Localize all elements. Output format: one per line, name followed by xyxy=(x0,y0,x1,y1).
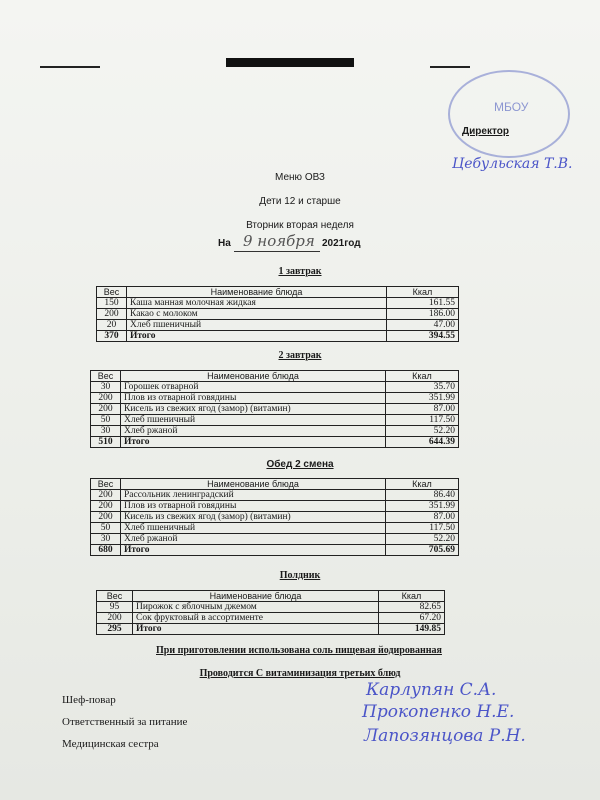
meal-title-lunch: Обед 2 смена xyxy=(266,459,334,470)
table-row xyxy=(97,320,459,331)
row-kcal: 67.20 xyxy=(379,613,445,624)
row-name: Плов из отварной говядины xyxy=(121,393,386,404)
table-row xyxy=(97,309,459,320)
row-weight: 20 xyxy=(97,320,127,331)
total-weight: 370 xyxy=(97,331,127,342)
date-year: 2021год xyxy=(322,238,361,249)
table-row xyxy=(91,382,459,393)
row-name: Хлеб ржаной xyxy=(121,426,386,437)
row-name: Кисель из свежих ягод (замор) (витамин) xyxy=(121,512,386,523)
table-total-row xyxy=(97,624,445,635)
row-name: Каша манная молочная жидкая xyxy=(127,298,387,309)
menu-day: Вторник вторая неделя xyxy=(246,220,354,231)
row-weight: 50 xyxy=(91,523,121,534)
total-label: Итого xyxy=(127,331,387,342)
row-weight: 200 xyxy=(91,393,121,404)
col-weight: Вес xyxy=(91,371,121,382)
col-name: Наименование блюда xyxy=(127,287,387,298)
row-weight: 200 xyxy=(91,501,121,512)
top-rule-right xyxy=(430,66,470,68)
total-label: Итого xyxy=(121,437,386,448)
table-header xyxy=(91,371,459,382)
table-row xyxy=(91,523,459,534)
menu-title: Меню ОВЗ xyxy=(275,172,325,183)
row-name: Хлеб ржаной xyxy=(121,534,386,545)
row-weight: 30 xyxy=(91,382,121,393)
row-name: Рассольник ленинградский xyxy=(121,490,386,501)
row-weight: 200 xyxy=(97,309,127,320)
table-header xyxy=(97,591,445,602)
table-row xyxy=(97,298,459,309)
director-label: Директор xyxy=(462,126,509,137)
meal-title-breakfast-1: 1 завтрак xyxy=(278,266,322,277)
row-kcal: 52.20 xyxy=(386,426,459,437)
date-underline xyxy=(234,251,320,252)
table-row xyxy=(91,534,459,545)
row-name: Какао с молоком xyxy=(127,309,387,320)
stamp-text: МБОУ xyxy=(494,100,529,114)
col-kcal: Ккал xyxy=(379,591,445,602)
row-kcal: 351.99 xyxy=(386,501,459,512)
official-stamp xyxy=(448,70,570,158)
meal-table-breakfast-1 xyxy=(96,286,459,342)
row-kcal: 35.70 xyxy=(386,382,459,393)
col-weight: Вес xyxy=(97,591,133,602)
footer-label-nurse: Медицинская сестра xyxy=(62,738,159,750)
top-rule-left xyxy=(40,66,100,68)
col-name: Наименование блюда xyxy=(133,591,379,602)
row-name: Плов из отварной говядины xyxy=(121,501,386,512)
col-kcal: Ккал xyxy=(386,479,459,490)
table-row xyxy=(91,415,459,426)
menu-subtitle: Дети 12 и старше xyxy=(259,196,341,207)
table-row xyxy=(91,426,459,437)
date-handwritten: 9 ноября xyxy=(243,232,315,250)
row-name: Хлеб пшеничный xyxy=(121,415,386,426)
table-row xyxy=(91,490,459,501)
row-kcal: 87.00 xyxy=(386,512,459,523)
total-kcal: 705.69 xyxy=(386,545,459,556)
row-weight: 200 xyxy=(91,512,121,523)
redacted-bar xyxy=(226,58,354,67)
col-name: Наименование блюда xyxy=(121,479,386,490)
row-weight: 30 xyxy=(91,534,121,545)
note-salt: При приготовлении использована соль пищевая йодированная xyxy=(156,645,442,656)
footer-signature-nurse: Лапозянцова Р.Н. xyxy=(364,726,526,746)
row-weight: 95 xyxy=(97,602,133,613)
footer-label-nutrition: Ответственный за питание xyxy=(62,716,188,728)
row-weight: 200 xyxy=(97,613,133,624)
total-kcal: 644.39 xyxy=(386,437,459,448)
total-label: Итого xyxy=(133,624,379,635)
meal-title-snack: Полдник xyxy=(279,570,321,581)
table-total-row xyxy=(91,437,459,448)
table-row xyxy=(91,393,459,404)
col-weight: Вес xyxy=(91,479,121,490)
row-kcal: 117.50 xyxy=(386,415,459,426)
table-row xyxy=(97,613,445,624)
row-kcal: 86.40 xyxy=(386,490,459,501)
row-kcal: 351.99 xyxy=(386,393,459,404)
table-row xyxy=(91,512,459,523)
table-header xyxy=(97,287,459,298)
col-weight: Вес xyxy=(97,287,127,298)
table-row xyxy=(97,602,445,613)
total-weight: 295 xyxy=(97,624,133,635)
total-label: Итого xyxy=(121,545,386,556)
date-prefix: На xyxy=(218,238,231,249)
row-kcal: 87.00 xyxy=(386,404,459,415)
total-kcal: 394.55 xyxy=(387,331,459,342)
meal-table-snack xyxy=(96,590,445,635)
row-kcal: 47.00 xyxy=(387,320,459,331)
row-kcal: 161.55 xyxy=(387,298,459,309)
row-name: Сок фруктовый в ассортименте xyxy=(133,613,379,624)
row-name: Хлеб пшеничный xyxy=(121,523,386,534)
row-kcal: 52.20 xyxy=(386,534,459,545)
table-row xyxy=(91,501,459,512)
row-weight: 200 xyxy=(91,490,121,501)
col-kcal: Ккал xyxy=(387,287,459,298)
row-name: Горошек отварной xyxy=(121,382,386,393)
meal-title-breakfast-2: 2 завтрак xyxy=(278,350,322,361)
row-weight: 30 xyxy=(91,426,121,437)
table-total-row xyxy=(91,545,459,556)
total-kcal: 149.85 xyxy=(379,624,445,635)
meal-table-lunch xyxy=(90,478,459,556)
footer-label-chef: Шеф-повар xyxy=(62,694,116,706)
table-row xyxy=(91,404,459,415)
row-weight: 200 xyxy=(91,404,121,415)
table-total-row xyxy=(97,331,459,342)
total-weight: 510 xyxy=(91,437,121,448)
row-kcal: 117.50 xyxy=(386,523,459,534)
row-name: Пирожок с яблочным джемом xyxy=(133,602,379,613)
footer-signature-chef: Карлупян С.А. xyxy=(366,680,497,700)
row-weight: 50 xyxy=(91,415,121,426)
row-kcal: 82.65 xyxy=(379,602,445,613)
row-name: Хлеб пшеничный xyxy=(127,320,387,331)
row-kcal: 186.00 xyxy=(387,309,459,320)
table-header xyxy=(91,479,459,490)
note-vitamin: Проводится С витаминизация третьих блюд xyxy=(199,668,401,679)
director-signature: Цебульская Т.В. xyxy=(452,156,573,172)
col-kcal: Ккал xyxy=(386,371,459,382)
meal-table-breakfast-2 xyxy=(90,370,459,448)
footer-signature-nutrition: Прокопенко Н.Е. xyxy=(362,702,515,722)
row-name: Кисель из свежих ягод (замор) (витамин) xyxy=(121,404,386,415)
row-weight: 150 xyxy=(97,298,127,309)
col-name: Наименование блюда xyxy=(121,371,386,382)
total-weight: 680 xyxy=(91,545,121,556)
